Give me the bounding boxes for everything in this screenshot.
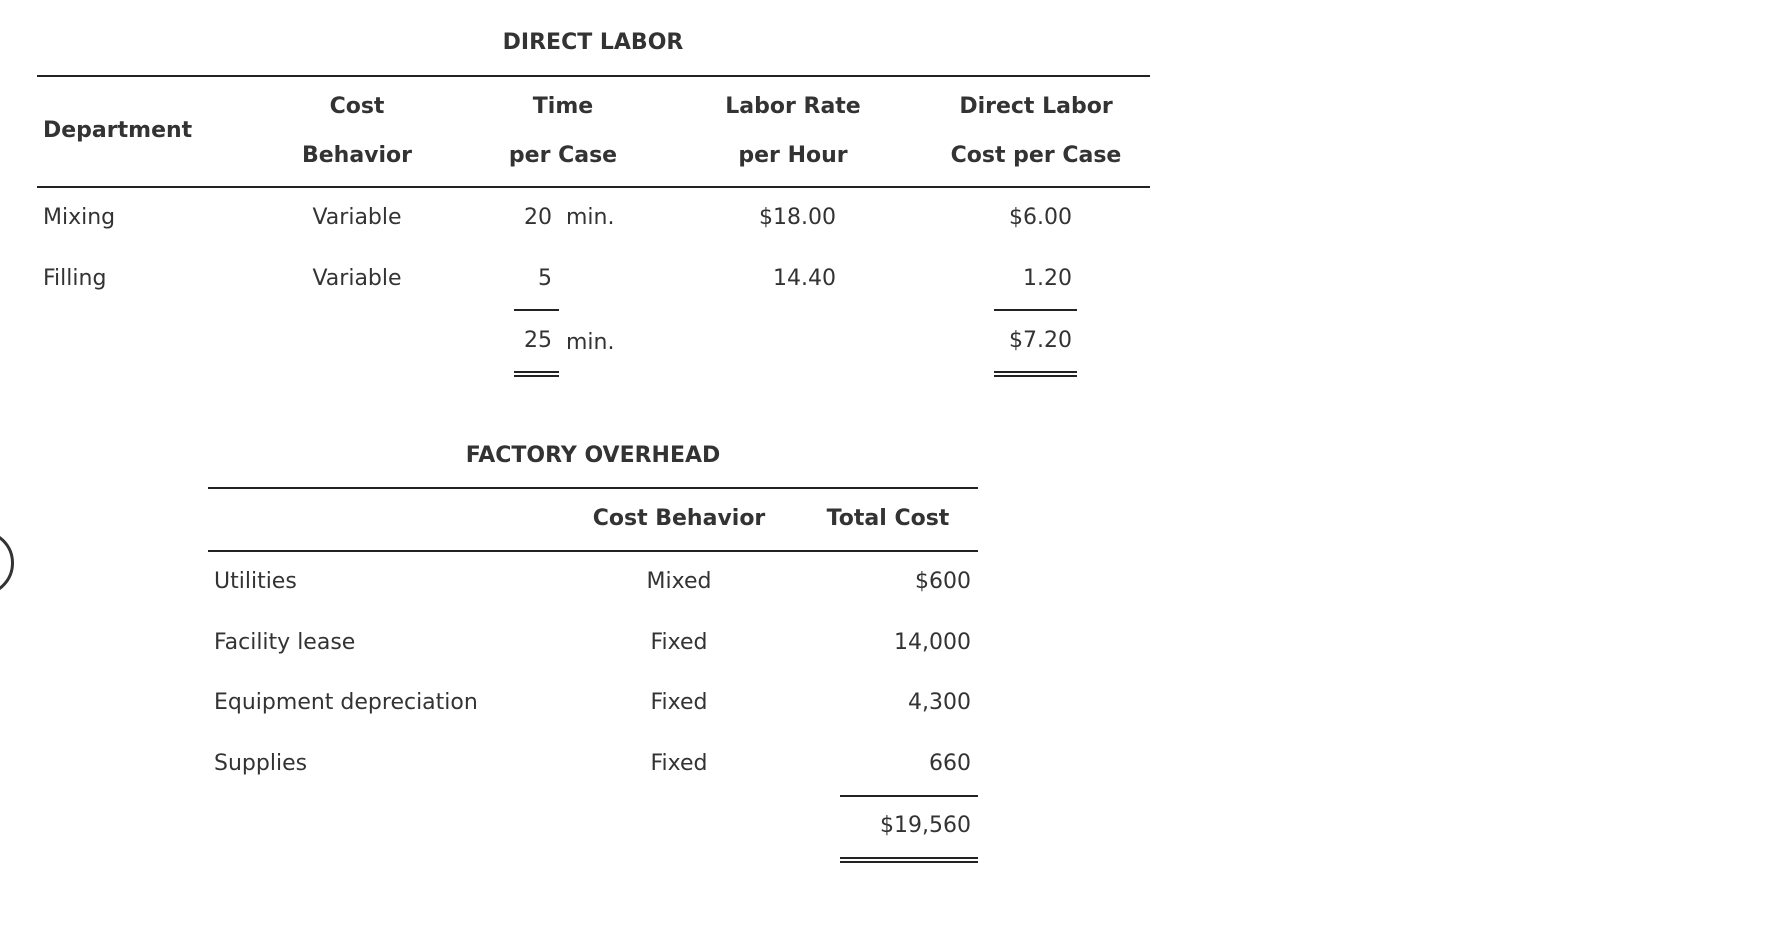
time-total-double-rule — [514, 371, 559, 377]
row-time-unit: min. — [566, 205, 615, 230]
header-direct-labor-cost-line1: Direct Labor — [959, 94, 1113, 119]
fo-row-cost: $600 — [915, 569, 971, 594]
fo-row-item: Utilities — [214, 569, 297, 594]
fo-row-item: Facility lease — [214, 630, 356, 655]
header-labor-rate-line2: per Hour — [738, 143, 848, 168]
cost-total-double-rule — [994, 371, 1077, 377]
row-time-value: 20 — [524, 205, 552, 230]
factory-overhead-header-rule — [208, 550, 978, 552]
header-department: Department — [43, 118, 193, 143]
factory-overhead-title: FACTORY OVERHEAD — [465, 443, 721, 468]
header-time-line2: per Case — [508, 143, 618, 168]
header-fo-total-cost: Total Cost — [826, 506, 950, 531]
row-direct-labor-cost: 1.20 — [1023, 266, 1072, 291]
row-direct-labor-cost: $6.00 — [1009, 205, 1072, 230]
header-cost-behavior-line2: Behavior — [301, 143, 413, 168]
header-fo-cost-behavior: Cost Behavior — [592, 506, 766, 531]
row-department: Filling — [43, 266, 107, 291]
header-labor-rate-line1: Labor Rate — [725, 94, 861, 119]
header-time-line1: Time — [532, 94, 594, 119]
fo-row-cost: 4,300 — [908, 690, 971, 715]
fo-row-item: Supplies — [214, 751, 308, 776]
total-time-unit: min. — [566, 330, 615, 355]
fo-row-cost: 660 — [929, 751, 971, 776]
row-department: Mixing — [43, 205, 116, 230]
total-direct-labor-cost: $7.20 — [1009, 328, 1072, 353]
direct-labor-header-rule — [37, 186, 1150, 188]
circle-edge-icon — [0, 530, 14, 596]
fo-row-item: Equipment depreciation — [214, 690, 478, 715]
direct-labor-title: DIRECT LABOR — [502, 30, 684, 55]
fo-row-cost: 14,000 — [894, 630, 971, 655]
header-cost-behavior-line1: Cost — [329, 94, 385, 119]
row-cost-behavior: Variable — [312, 266, 402, 291]
time-subtotal-rule — [514, 309, 559, 311]
direct-labor-top-rule — [37, 75, 1150, 77]
fo-row-behavior: Fixed — [650, 751, 708, 776]
fo-row-behavior: Mixed — [646, 569, 712, 594]
row-cost-behavior: Variable — [312, 205, 402, 230]
fo-row-behavior: Fixed — [650, 630, 708, 655]
row-labor-rate: $18.00 — [759, 205, 836, 230]
cost-subtotal-rule — [994, 309, 1077, 311]
row-time-value: 5 — [538, 266, 552, 291]
fo-subtotal-rule — [840, 795, 978, 797]
fo-total-cost: $19,560 — [880, 813, 971, 838]
fo-row-behavior: Fixed — [650, 690, 708, 715]
fo-total-double-rule — [840, 857, 978, 863]
row-labor-rate: 14.40 — [773, 266, 836, 291]
total-time-value: 25 — [524, 328, 552, 353]
header-direct-labor-cost-line2: Cost per Case — [950, 143, 1122, 168]
factory-overhead-top-rule — [208, 487, 978, 489]
